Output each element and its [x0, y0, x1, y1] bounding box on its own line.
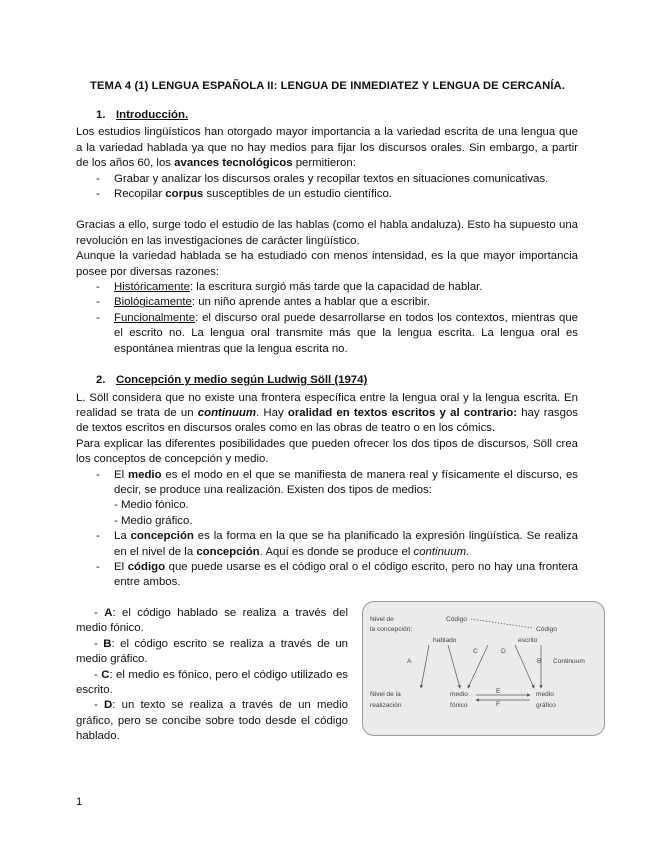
- list-item: [76, 468, 578, 530]
- document-title: TEMA 4 (1) LENGUA ESPAÑOLA II: LENGUA DE INMEDIATEZ Y LENGUA DE CERCANÍA.: [90, 80, 565, 92]
- arrow-label-e: E: [496, 688, 501, 695]
- paragraph: Gracias a ello, surge todo el estudio de las hablas (como el habla andaluza). Esto ha supuesto una revolución en las investigaciones de carácter lingüístico.: [76, 219, 578, 247]
- sub-item: - Medio fónico.: [114, 499, 189, 512]
- underlined-term: Funcionalmente: [114, 311, 196, 324]
- codigo-hablado-label: Código: [446, 616, 467, 623]
- section-2-heading: [76, 373, 578, 388]
- arrow-label-d: D: [501, 648, 506, 655]
- tech-list: [76, 172, 578, 203]
- arrow-a: [421, 645, 429, 688]
- list-item: [76, 560, 578, 591]
- text-run: -: [94, 699, 105, 712]
- text-run: . Hay: [256, 406, 288, 419]
- text-run: : la escritura surgió más tarde que la capacidad de hablar.: [189, 281, 483, 294]
- text-run: : un texto se realiza a través de un medio gráfico, pero se concibe sobre todo desde el código hablado.: [76, 699, 348, 743]
- legend-item-b: [76, 637, 348, 668]
- codigo-escrito-label: escrito: [518, 637, 538, 644]
- concepcion-medio-diagram: [362, 601, 605, 736]
- arrow-c: [448, 645, 460, 688]
- bold-term: A: [104, 607, 113, 619]
- bold-term: concepción: [130, 530, 194, 543]
- text-run: : el código escrito se realiza a través de un medio gráfico.: [76, 637, 348, 666]
- spacer: [76, 202, 578, 218]
- text-run: es la forma en la que se ha planificado la expresión lingüística. Se realiza en el nivel de la: [114, 530, 578, 558]
- arrow-label-a: A: [407, 658, 412, 665]
- text-run: -: [94, 668, 102, 681]
- text-run: El: [114, 468, 128, 481]
- arrow-c-diagonal: [468, 645, 488, 688]
- text-run: -: [94, 637, 104, 650]
- text-run: permitieron:: [292, 157, 356, 170]
- list-item: [76, 187, 578, 202]
- medio-grafico-label: gráfico: [536, 702, 556, 709]
- text-run: : el medio es fónico, pero el código utilizado es escrito.: [76, 668, 348, 697]
- document-body: [76, 108, 578, 591]
- text-run: Los estudios lingüísticos han otorgado mayor importancia a la variedad escrita de una lengua que a la variedad hablada ya que no hay medios para fijar los discursos orales. Sin embargo, a partir de los años 60, los: [76, 126, 578, 170]
- medio-fonico-label: fónico: [450, 702, 468, 709]
- section-2-number: 2.: [96, 374, 106, 387]
- bold-term: código: [127, 560, 166, 573]
- text-run: L. Söll considera que no existe una frontera específica entre la lengua oral y la lengua escrita. En realidad se trata de un: [76, 391, 578, 419]
- reasons-list: [76, 280, 578, 357]
- bold-italic-term: continuum: [197, 406, 256, 419]
- text-run: La: [114, 530, 131, 543]
- diagram-svg: [363, 602, 604, 735]
- underlined-term: Históricamente: [114, 281, 190, 294]
- page-number: 1: [76, 796, 83, 808]
- arrow-d-diagonal: [515, 645, 534, 688]
- italic-term: continuum.: [413, 545, 470, 558]
- codigo-escrito-label: Código: [536, 626, 557, 633]
- section-1-number: 1.: [96, 109, 106, 121]
- text-run: hay rasgos de textos escritos en discursos orales como en las obras de teatro o en los cómics.: [76, 406, 578, 435]
- level-concepcion-label: Nivel de: [370, 616, 394, 623]
- concepts-list: [76, 468, 578, 591]
- continuum-dotted-line: [471, 619, 533, 628]
- bold-term: medio: [128, 468, 162, 481]
- text-run: que puede usarse es el código oral o el código escrito, pero no hay una frontera entre ambos.: [114, 560, 579, 589]
- underlined-term: Biológicamente: [114, 296, 192, 309]
- sub-item: - Medio gráfico.: [114, 514, 193, 527]
- text-run: Recopilar: [114, 188, 166, 201]
- list-item: [76, 311, 578, 357]
- bold-term: D: [104, 699, 113, 712]
- bold-term: concepción: [196, 545, 260, 558]
- level-concepcion-label: la concepción:: [370, 626, 413, 633]
- bold-term: C: [101, 668, 110, 681]
- text-run: Grabar y analizar los discursos orales y recopilar textos en situaciones comunicativas.: [114, 172, 549, 185]
- spacer: [76, 357, 578, 373]
- medio-grafico-label: medio: [536, 691, 554, 698]
- paragraph: [76, 391, 578, 437]
- legend-item-c: [76, 668, 348, 699]
- bold-term: corpus: [165, 188, 204, 201]
- codigo-hablado-label: hablado: [433, 637, 457, 644]
- text-run: . Aquí es donde se produce el: [259, 545, 414, 558]
- text-run: susceptibles de un estudio científico.: [203, 188, 392, 201]
- text-run: El: [114, 560, 128, 573]
- list-item: [76, 172, 578, 187]
- text-run: : el código hablado se realiza a través del medio fónico.: [76, 607, 348, 635]
- text-run: : un niño aprende antes a hablar que a escribir.: [191, 296, 430, 309]
- text-run: es el modo en el que se manifiesta de manera real y físicamente el discurso, es decir, se produce una realización. Existen dos tipos de medios:: [114, 468, 578, 496]
- section-1-title: Introducción.: [116, 109, 189, 121]
- medio-fonico-label: medio: [450, 691, 468, 698]
- bold-term: oralidad en textos escritos y al contrario:: [287, 406, 517, 419]
- level-realizacion-label: realización: [370, 702, 402, 709]
- arrow-label-b: B: [537, 658, 542, 665]
- legend-item-a: [76, 606, 348, 637]
- section-2-title: Concepción y medio según Ludwig Söll (1974): [116, 374, 368, 387]
- bold-term: avances tecnológicos: [174, 157, 293, 170]
- paragraph: Aunque la variedad hablada se ha estudiado con menos intensidad, es la que mayor importancia posee por diversas razones:: [76, 250, 578, 278]
- section-1-heading: [76, 108, 578, 123]
- diagram-legend: [76, 606, 348, 745]
- level-realizacion-label: Nivel de la: [370, 691, 401, 698]
- continuum-label: Continuum: [553, 658, 585, 665]
- list-item: [76, 295, 578, 310]
- list-item: [76, 529, 578, 560]
- list-item: [76, 280, 578, 295]
- text-run: -: [94, 607, 105, 619]
- legend-item-d: [76, 698, 348, 744]
- text-run: : el discurso oral puede desarrollarse en todos los contextos, mientras que el escrito no. La lengua oral transmite más que la lengua escrita. La lengua oral es espontánea mientras que la lengua escrita no.: [114, 311, 578, 355]
- intro-paragraph: [76, 125, 578, 171]
- bold-term: B: [103, 637, 112, 650]
- arrow-label-c: C: [473, 648, 478, 655]
- arrow-label-f: F: [496, 701, 501, 708]
- paragraph: Para explicar las diferentes posibilidades que pueden ofrecer los dos tipos de discursos, Söll crea los conceptos de concepción y medio.: [76, 437, 578, 466]
